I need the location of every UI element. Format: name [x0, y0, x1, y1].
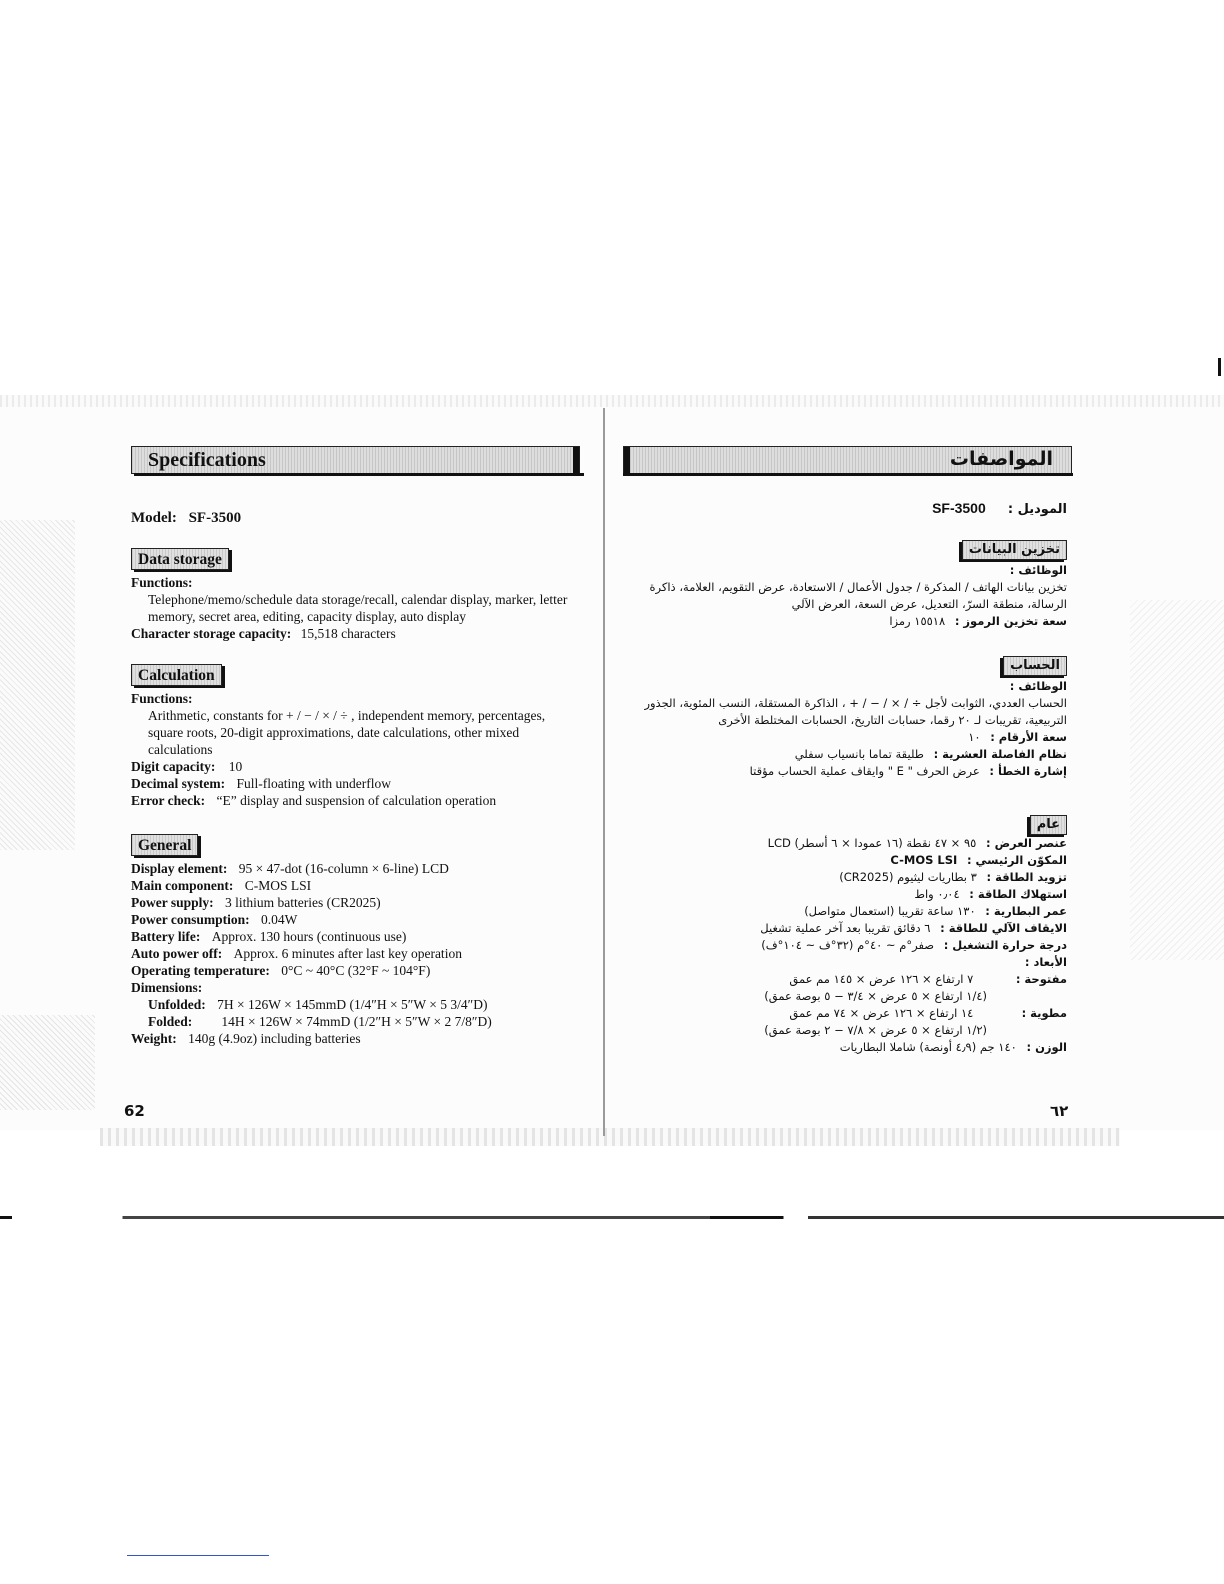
- english-calculation-section: [131, 664, 581, 809]
- temp-label: Operating temperature:: [131, 963, 270, 978]
- english-data-storage-section: [131, 548, 581, 642]
- arabic-battery-value: ١٣٠ ساعة تقريبا (استعمال متواصل): [804, 904, 976, 918]
- display-value: 95 × 47-dot (16-column × 6-line) LCD: [238, 861, 449, 876]
- arabic-general-heading: عام: [1030, 815, 1067, 835]
- capacity-value: 15,518 characters: [300, 626, 396, 641]
- calculation-heading: Calculation: [131, 664, 222, 686]
- arabic-component-value: C-MOS LSI: [890, 853, 958, 867]
- arabic-display-value: ٩٥ × ٤٧ نقطة (١٦ عمودا × ٦ أسطر) LCD: [767, 836, 977, 850]
- arabic-error-label: إشارة الخطأ :: [989, 764, 1067, 778]
- english-general-section: [131, 834, 581, 1047]
- folded-line: [131, 1013, 581, 1030]
- bottom-edge-rule: [0, 1216, 1224, 1219]
- unfolded-value: 7H × 126W × 145mmD (1/4″H × 5″W × 5 3/4″D): [217, 997, 488, 1012]
- arabic-section-title: المواصفات: [949, 448, 1053, 470]
- arabic-supply-value: ٣ بطاريات ليثيوم (CR2025): [839, 870, 977, 884]
- arabic-folded-label: مطوية :: [1021, 1006, 1067, 1020]
- arabic-data-storage-section: [617, 540, 1067, 630]
- arabic-unfolded-line: [617, 971, 1067, 988]
- arabic-unfolded-value-1: ٧ ارتفاع × ١٢٦ عرض × ١٤٥ مم عمق: [789, 972, 974, 986]
- arabic-consumption-label: استهلاك الطاقة :: [969, 887, 1067, 901]
- arabic-capacity-label: سعة تخزين الرموز :: [954, 614, 1067, 628]
- arabic-data-storage-functions-text: تخزين بيانات الهاتف / المذكرة / جدول الأعمال / الاستعادة، عرض التقويم، العلامة، ذاكرة الرسالة، منطقة السرّ، التعديل، عرض السعة، العرض الآلي: [649, 580, 1067, 611]
- arabic-calculation-functions-label: الوظائف :: [1009, 679, 1067, 693]
- scan-noise-top: [0, 395, 1224, 407]
- error-value: “E” display and suspension of calculation operation: [216, 793, 497, 808]
- arabic-folded-value-1: ١٤ ارتفاع × ١٢٦ عرض × ٧٤ مم عمق: [789, 1006, 974, 1020]
- component-label: Main component:: [131, 878, 234, 893]
- arabic-consumption-line: [617, 886, 1067, 903]
- arabic-battery-label: عمر البطارية :: [985, 904, 1067, 918]
- data-storage-heading: Data storage: [131, 548, 229, 570]
- arabic-folded-value-2: (١/٢ ارتفاع × ٥ عرض × ٧/٨ − ٢ بوصة عمق): [764, 1023, 987, 1037]
- arabic-error-line: [617, 763, 1067, 780]
- display-label: Display element:: [131, 861, 228, 876]
- capacity-label: Character storage capacity:: [131, 626, 292, 641]
- page-gutter: [603, 408, 605, 1136]
- temp-value: 0°C ~ 40°C (32°F ~ 104°F): [281, 963, 431, 978]
- arabic-model-label: الموديل :: [1007, 502, 1067, 517]
- arabic-decimal-label: نظام الفاصلة العشرية :: [933, 747, 1067, 761]
- arabic-model-value: SF-3500: [932, 500, 986, 516]
- arabic-model-line: [617, 500, 1067, 518]
- arabic-data-storage-functions-label: الوظائف :: [1009, 563, 1067, 577]
- battery-value: Approx. 130 hours (continuous use): [211, 929, 407, 944]
- arabic-temp-label: درجة حرارة التشغيل :: [943, 938, 1067, 952]
- arabic-digit-value: ١٠: [968, 730, 981, 744]
- autooff-line: [131, 945, 581, 962]
- temp-line: [131, 962, 581, 979]
- arabic-digit-label: سعة الأرقام :: [990, 730, 1067, 744]
- weight-line: [131, 1030, 581, 1047]
- folded-label: Folded:: [148, 1014, 193, 1029]
- arabic-section-banner: [623, 446, 1072, 474]
- supply-value: 3 lithium batteries (CR2025): [225, 895, 381, 910]
- arabic-battery-line: [617, 903, 1067, 920]
- error-line: [131, 792, 581, 809]
- arabic-calculation-functions-text: الحساب العددي، الثوابت لأجل ÷ / × / − / + ، الذاكرة المستقلة، النسب المئوية، الجذور التربيعية، تقريبات لـ ٢٠ رقما، حسابات التاريخ، الحسابات المختلطة الأخرى: [644, 696, 1067, 727]
- unfolded-line: [131, 996, 581, 1013]
- arabic-consumption-value: ٠٫٠٤ واط: [914, 887, 960, 901]
- dimensions-label: Dimensions:: [131, 980, 203, 995]
- scan-noise-left: [0, 520, 75, 850]
- arabic-weight-line: [617, 1039, 1067, 1056]
- scan-noise-left-lower: [0, 1015, 95, 1110]
- arabic-folded-line: [617, 1005, 1067, 1022]
- capacity-line: [131, 625, 581, 642]
- arabic-decimal-line: [617, 746, 1067, 763]
- calculation-functions-label: Functions:: [131, 691, 193, 706]
- arabic-capacity-value: ١٥٥١٨ رمزا: [889, 614, 946, 628]
- data-storage-functions-text: Telephone/memo/schedule data storage/recall, calendar display, marker, letter memory, secret area, editing, capacity display, auto display: [148, 592, 568, 624]
- arabic-unfolded-label: مفتوحة :: [1015, 972, 1067, 986]
- english-page-number: 62: [124, 1102, 145, 1120]
- consumption-label: Power consumption:: [131, 912, 250, 927]
- battery-label: Battery life:: [131, 929, 201, 944]
- arabic-decimal-value: طليقة تماما بانسياب سفلي: [794, 747, 924, 761]
- arabic-temp-line: [617, 937, 1067, 954]
- english-section-title: Specifications: [148, 449, 266, 471]
- weight-value: 140g (4.9oz) including batteries: [188, 1031, 361, 1046]
- weight-label: Weight:: [131, 1031, 177, 1046]
- arabic-calculation-section: [617, 656, 1067, 780]
- arabic-capacity-line: [617, 613, 1067, 630]
- consumption-value: 0.04W: [261, 912, 298, 927]
- english-section-banner: [131, 446, 580, 474]
- page-edge-mark: [1218, 358, 1221, 376]
- error-label: Error check:: [131, 793, 206, 808]
- scan-noise-right: [1130, 600, 1224, 960]
- model-label: Model:: [131, 510, 177, 526]
- supply-label: Power supply:: [131, 895, 214, 910]
- battery-line: [131, 928, 581, 945]
- arabic-supply-label: تزويد الطاقة :: [986, 870, 1067, 884]
- calculation-functions-text: Arithmetic, constants for + / − / × / ÷ , independent memory, percentages, square roots, 20-digit approximations, date calculations, other mixed calculations: [148, 708, 546, 757]
- arabic-autooff-label: الايقاف الآلي للطاقة :: [940, 921, 1067, 935]
- english-model-line: [131, 510, 581, 527]
- component-value: C-MOS LSI: [244, 878, 312, 893]
- digit-line: [131, 758, 581, 775]
- digit-label: Digit capacity:: [131, 759, 216, 774]
- decimal-value: Full-floating with underflow: [236, 776, 391, 791]
- display-line: [131, 860, 581, 877]
- arabic-data-storage-heading: تخزين البيانات: [962, 540, 1067, 560]
- english-banner-shadow: [134, 473, 584, 476]
- arabic-unfolded-value-2: (١/٤ ارتفاع × ٥ عرض × ٣/٤ − ٥ بوصة عمق): [764, 989, 987, 1003]
- arabic-display-label: عنصر العرض :: [985, 836, 1067, 850]
- digit-value: 10: [228, 759, 243, 774]
- viewer-link-underline: [127, 1555, 269, 1556]
- arabic-banner-shadow: [623, 473, 1073, 476]
- arabic-dimensions-label: الأبعاد :: [1024, 955, 1067, 969]
- arabic-autooff-line: [617, 920, 1067, 937]
- arabic-weight-value: ١٤٠ جم (٤٫٩ أونصة) شاملا البطاريات: [839, 1040, 1017, 1054]
- unfolded-label: Unfolded:: [148, 997, 206, 1012]
- autooff-label: Auto power off:: [131, 946, 223, 961]
- decimal-label: Decimal system:: [131, 776, 226, 791]
- arabic-supply-line: [617, 869, 1067, 886]
- supply-line: [131, 894, 581, 911]
- consumption-line: [131, 911, 581, 928]
- arabic-component-line: [617, 852, 1067, 869]
- autooff-value: Approx. 6 minutes after last key operation: [233, 946, 462, 961]
- arabic-calculation-heading: الحساب: [1003, 656, 1067, 676]
- arabic-error-value: عرض الحرف " E " وايقاف عملية الحساب مؤقتا: [749, 764, 980, 778]
- decimal-line: [131, 775, 581, 792]
- arabic-autooff-value: ٦ دقائق تقريبا بعد آخر عملية تشغيل: [760, 921, 931, 935]
- arabic-temp-value: صفر°م ~ ٤٠°م (٣٢°ف ~ ١٠٤°ف): [761, 938, 935, 952]
- general-heading: General: [131, 834, 198, 856]
- arabic-weight-label: الوزن :: [1026, 1040, 1067, 1054]
- arabic-page-number: ٦٢: [1050, 1102, 1069, 1120]
- scan-noise-bottom: [100, 1128, 1120, 1146]
- model-value: SF-3500: [188, 510, 242, 526]
- arabic-digit-line: [617, 729, 1067, 746]
- data-storage-functions-label: Functions:: [131, 575, 193, 590]
- component-line: [131, 877, 581, 894]
- arabic-general-section: [617, 815, 1067, 1056]
- arabic-display-line: [617, 835, 1067, 852]
- arabic-component-label: المكوّن الرئيسي :: [966, 853, 1067, 867]
- folded-value: 14H × 126W × 74mmD (1/2″H × 5″W × 2 7/8″D): [221, 1014, 492, 1029]
